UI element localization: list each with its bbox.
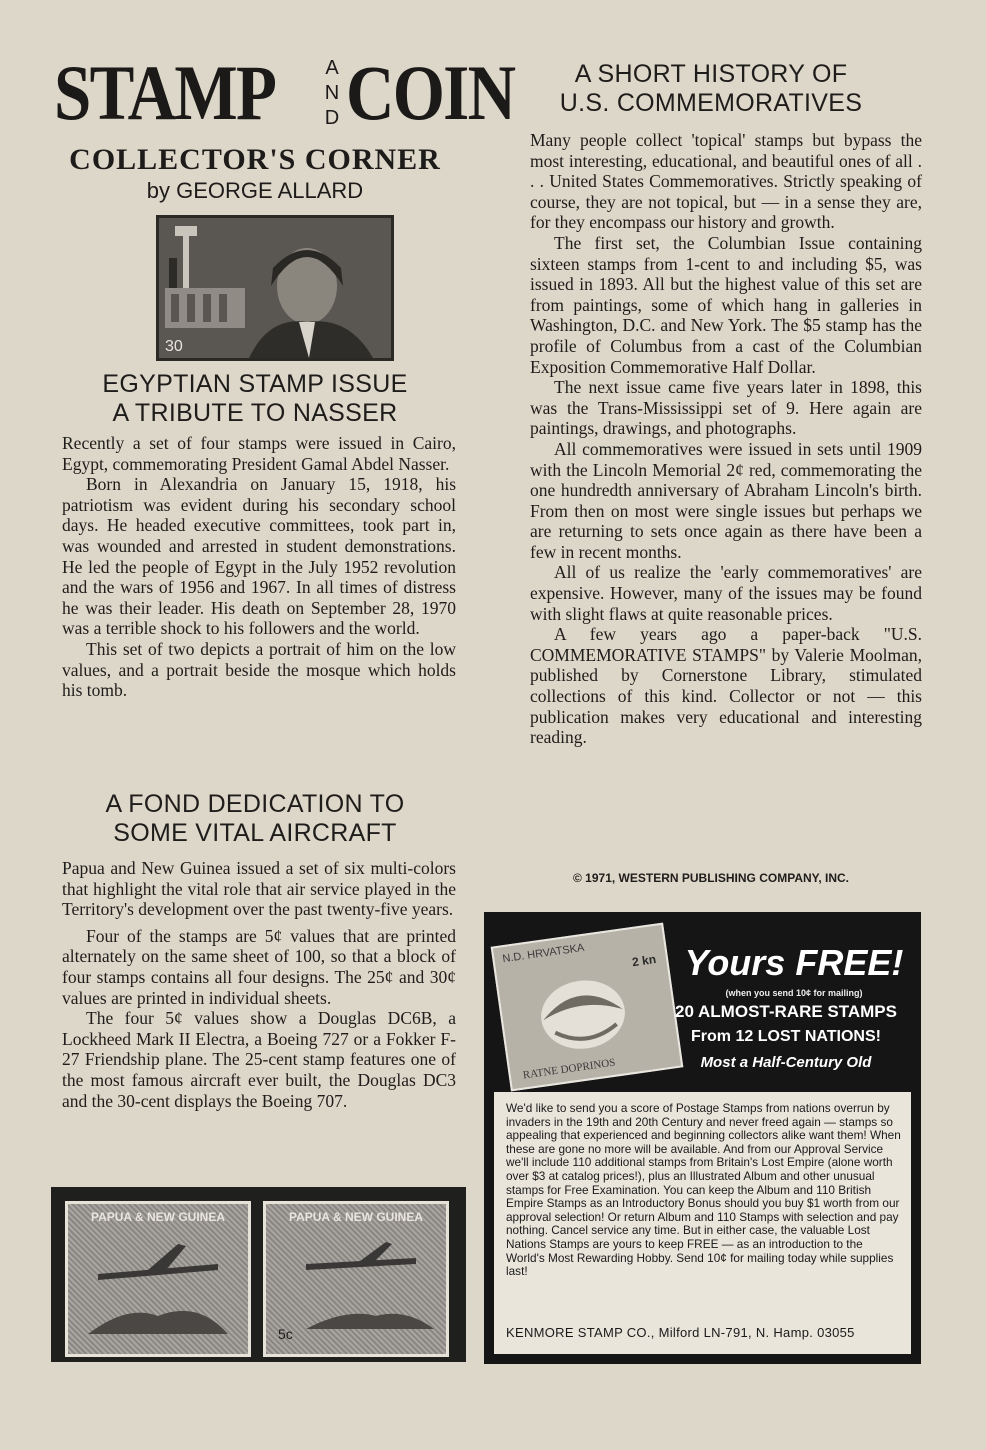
history-paragraph: A few years ago a paper-back "U.S. COMMEMORATIVE STAMPS" by Valerie Moolman, published by Cornerstone Library, stimulated collections of this kind. Collector or not — this publication makes very educational and interesting reading. — [530, 624, 922, 748]
aircraft-article — [62, 858, 456, 1111]
ad-when-note: (when you send 10¢ for mailing) — [725, 988, 863, 998]
ad-stamp-country: N.D. HRVATSKA — [501, 941, 586, 966]
nasser-stamp-value: 30 — [165, 338, 183, 355]
history-paragraph: The next issue came five years later in 1898, this was the Trans-Mississippi set of 9. Here again are paintings, drawings, and photographs. — [530, 377, 922, 439]
masthead-stamp: STAMP — [54, 49, 276, 136]
history-headline-line1: A SHORT HISTORY OF — [574, 60, 848, 88]
aircraft-headline-line1: A FOND DEDICATION TO — [105, 790, 405, 818]
history-paragraph: All of us realize the 'early commemoratives' are expensive. However, many of the issues may be found with slight flaws at quite reasonable prices. — [530, 562, 922, 624]
egypt-article — [62, 433, 456, 701]
aircraft-stamp-value: 5c — [278, 1326, 293, 1342]
egypt-headline-line2: A TRIBUTE TO NASSER — [112, 399, 398, 427]
ad-headline-nations: From 12 LOST NATIONS! — [691, 1028, 881, 1045]
ad-body — [494, 1092, 911, 1354]
history-paragraph: The first set, the Columbian Issue containing sixteen stamps from 1-cent to and including $5, was issued in 1893. All but the highest value of this set are from paintings, some of which hang in galleries in Washington, D.C. and New York. The $5 stamp has the profile of Columbus from a cast of the Columbian Exposition Commemorative Half Dollar. — [530, 232, 922, 377]
masthead — [50, 49, 515, 136]
aircraft-stamp — [263, 1201, 449, 1357]
aircraft-headline-line2: SOME VITAL AIRCRAFT — [113, 819, 397, 847]
airplane-illustration — [68, 1204, 248, 1354]
history-article — [530, 130, 922, 748]
aircraft-paragraph: Papua and New Guinea issued a set of six multi-colors that highlight the vital role that air service played in the Territory's development over the past twenty-five years. — [62, 858, 456, 920]
aircraft-headline — [50, 790, 460, 848]
masthead-and — [322, 56, 342, 131]
egypt-paragraph: Born in Alexandria on January 15, 1918, his patriotism was evident during his secondary school days. He headed executive committees, took part in, was wounded and arrested in student demonstrations. He led the people of Egypt in the July 1952 revolution and the wars of 1956 and 1967. In all times of distress he was their leader. His death on September 28, 1970 was a terrible shock to his followers and the world. — [62, 474, 456, 639]
aircraft-paragraph: Four of the stamps are 5¢ values that are printed alternately on the same sheet of 100, so that a block of four stamps contains all four designs. The 25¢ and 30¢ values are printed in individual sheets. — [62, 925, 456, 1008]
ad-address: KENMORE STAMP CO., Milford LN-791, N. Hamp. 03055 — [506, 1325, 855, 1340]
masthead-and-letter: N — [324, 82, 340, 104]
airplane-illustration — [266, 1204, 446, 1354]
ad-title: Yours FREE! — [684, 942, 904, 983]
history-paragraph: All commemoratives were issued in sets until 1909 with the Lincoln Memorial 2¢ red, commemorating the one hundredth anniversary of Abraham Lincoln's birth. From then on most were single issues but perhaps we are returning to sets once again as there have been a few in recent months. — [530, 438, 922, 562]
egypt-paragraph: Recently a set of four stamps were issued in Cairo, Egypt, commemorating President Gamal Abdel Nasser. — [62, 433, 456, 474]
copyright-notice: © 1971, WESTERN PUBLISHING COMPANY, INC. — [573, 871, 849, 885]
croatia-stamp-image — [491, 923, 684, 1092]
ad-stamp-value: 2 kn — [631, 951, 657, 970]
aircraft-stamp-label: PAPUA & NEW GUINEA — [90, 1210, 225, 1224]
collectors-corner-title: COLLECTOR'S CORNER — [69, 143, 441, 176]
nasser-stamp-illustration — [159, 218, 391, 358]
aircraft-stamp-label: PAPUA & NEW GUINEA — [288, 1210, 423, 1224]
nasser-stamp-image — [156, 215, 394, 361]
masthead-and-letter: A — [325, 57, 339, 79]
egypt-headline — [50, 370, 460, 428]
history-headline-line2: U.S. COMMEMORATIVES — [559, 89, 863, 117]
history-headline — [500, 60, 922, 118]
stamp-advertisement — [484, 912, 921, 1364]
aircraft-stamps-image — [51, 1187, 466, 1362]
ad-headline-age: Most a Half-Century Old — [700, 1054, 872, 1071]
masthead-and-letter: D — [324, 107, 340, 129]
aircraft-stamp — [65, 1201, 251, 1357]
aircraft-paragraph: The four 5¢ values show a Douglas DC6B, a Lockheed Mark II Electra, a Boeing 727 or a Fokker F-27 Friendship plane. The 25-cent stamp features one of the most famous aircraft ever built, the Douglas DC3 and the 30-cent displays the Boeing 707. — [62, 1008, 456, 1111]
ad-copy: We'd like to send you a score of Postage Stamps from nations overrun by invaders in the 19th and 20th Century and never freed again — stamps so appealing that experienced and beginning collectors alike want them! When these are gone no more will be available. And from our Approval Service we'll include 110 additional stamps from Britain's Lost Empire (alone worth over $3 at catalog prices!), plus an Illustrated Album and other unusual stamps for Free Examination. You can keep the Album and 110 British Empire Stamps as an Introductory Bonus should you buy $1 worth from our approval selection! Or return Album and 110 Stamps with selection and pay nothing. Cancel service any time. But in either case, the valuable Lost Nations Stamps are yours to keep FREE — as an introduction to the World's Most Rewarding Hobby. Send 10¢ for mailing today while supplies last! — [506, 1101, 901, 1279]
history-paragraph: Many people collect 'topical' stamps but bypass the most interesting, educational, and beautiful ones of all . . . United States Commemoratives. Strictly speaking of course, they are not topical, but — in a sense they are, for they encompass our history and growth. — [530, 130, 922, 233]
egypt-headline-line1: EGYPTIAN STAMP ISSUE — [102, 370, 408, 398]
egypt-paragraph: This set of two depicts a portrait of him on the low values, and a portrait beside the mosque which holds his tomb. — [62, 638, 456, 701]
ad-headline-stamps: 20 ALMOST-RARE STAMPS — [675, 1002, 897, 1021]
byline: by GEORGE ALLARD — [146, 178, 364, 203]
ad-stamp-bottom: RATNE DOPRINOS — [522, 1056, 617, 1082]
masthead-coin: COIN — [346, 49, 515, 136]
